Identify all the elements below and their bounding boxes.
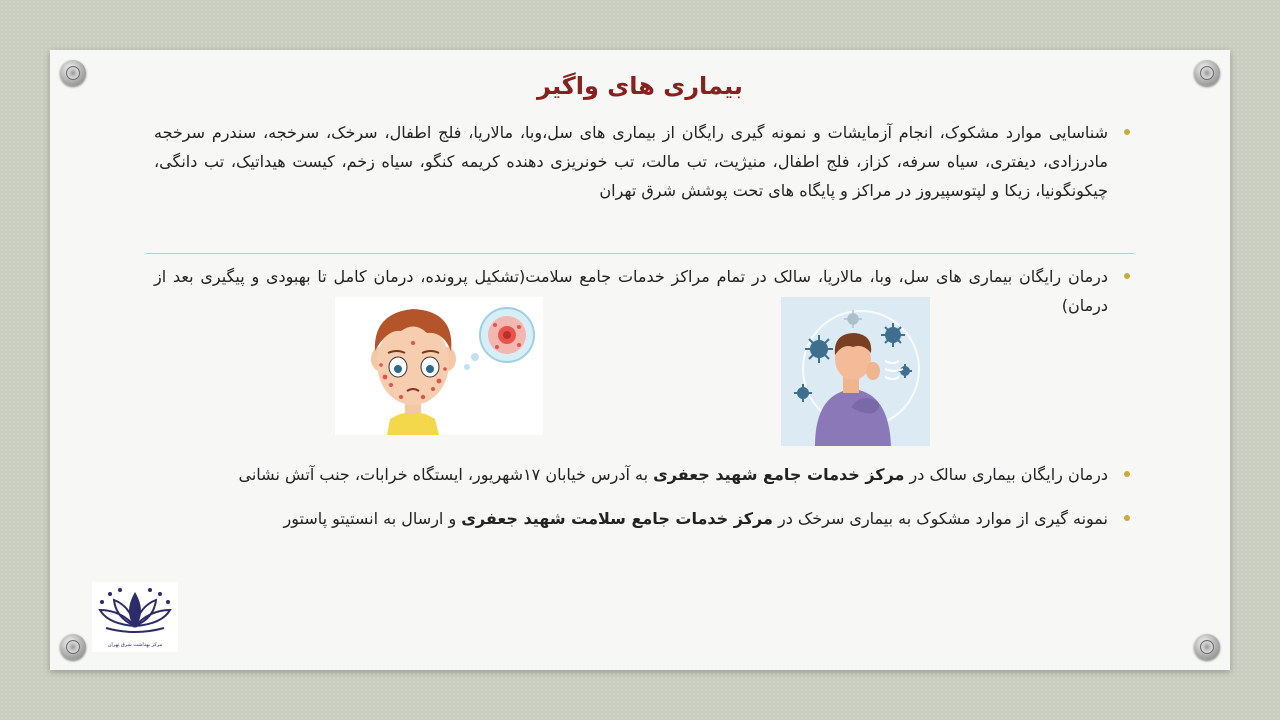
slide [50,50,1230,670]
cough-virus-icon [781,297,930,446]
bullet-text-bold: مرکز خدمات جامع سلامت شهید جعفری [461,509,773,528]
bullet-text: شناسایی موارد مشکوک، انجام آزمایشات و نمونه گیری رایگان از بیماری های سل،وبا، مالاریا، فلج اطفال، سرخک، سرخجه، سندرم سرخجه مادرزادی، دیفتری، سیاه سرفه، کزاز، فلج اطفال، منیژیت، تب مالت، تب خونریزی دهنده کریمه کنگو، سیاه زخم، کیست هیداتیک، تب دانگی، چیکونگونیا، زیکا و لپتوسپیروز در مراکز و پایگاه های تحت پوشش شرق تهران [154,123,1108,200]
bullet-dot-icon [1124,471,1130,477]
pin-icon [60,634,86,660]
bullet-screening [154,118,1108,205]
bullet-text-pre: درمان رایگان بیماری سالک در [904,465,1108,484]
bullet-text-post: و ارسال به انستیتو پاستور [283,509,462,528]
logo [92,582,178,652]
bullet-salak-treatment [154,460,1108,489]
bullet-text-bold: مرکز خدمات جامع شهید جعفری [653,465,905,484]
bullet-text-post: به آدرس خیابان ۱۷شهریور، ایستگاه خرابات، جنب آتش نشانی [238,465,654,484]
lotus-logo-icon [92,582,178,638]
coughing-man-illustration [781,297,930,446]
divider [146,253,1134,254]
bullet-dot-icon [1124,129,1130,135]
measles-boy-icon [335,297,543,435]
pin-icon [1194,634,1220,660]
bullet-text: درمان رایگان بیماری های سل، وبا، مالاریا، سالک در تمام مراکز خدمات جامع سلامت(تشکیل پرونده، درمان کامل تا بهبودی و پیگیری بعد از درمان) [154,267,1108,315]
bullet-treatment [154,262,1108,320]
bullet-measles-sampling [154,504,1108,533]
bullet-dot-icon [1124,273,1130,279]
logo-caption: مرکز بهداشت شرق تهران [107,642,163,648]
slide-title: بیماری های واگیر [537,72,743,100]
bullet-dot-icon [1124,515,1130,521]
bullet-text-pre: نمونه گیری از موارد مشکوک به بیماری سرخک در [772,509,1108,528]
measles-boy-illustration [335,297,543,435]
